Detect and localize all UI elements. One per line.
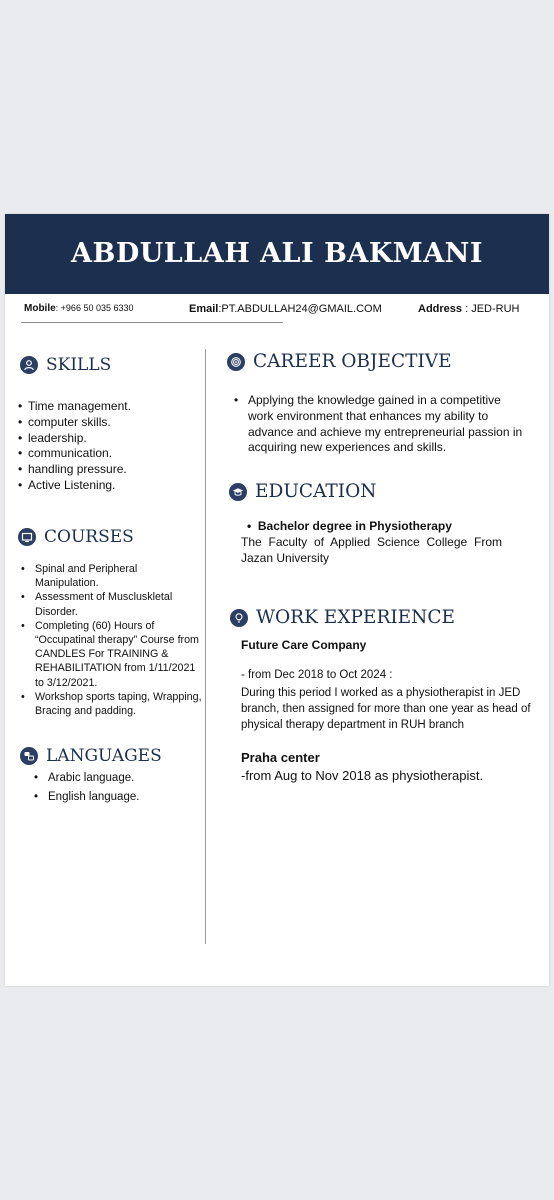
skills-list	[18, 399, 198, 494]
languages-list	[34, 769, 194, 807]
list-item: • Assessment of Muscluskletal Disorder.	[21, 590, 202, 618]
job1-dates: - from Dec 2018 to Oct 2024 :	[241, 669, 393, 681]
resume-page	[5, 214, 549, 986]
candidate-name: ABDULLAH ALI BAKMANI	[71, 238, 483, 269]
user-icon	[20, 356, 38, 374]
list-item: • computer skills.	[18, 415, 198, 431]
list-item: • Workshop sports taping, Wrapping, Bracing and padding.	[21, 690, 202, 718]
job2-description: -from Aug to Nov 2018 as physiotherapist.	[241, 768, 484, 783]
career-heading	[227, 351, 452, 372]
career-objective	[234, 393, 524, 456]
languages-title: LANGUAGES	[46, 746, 162, 766]
mobile-value: : +966 50 035 6330	[55, 303, 134, 313]
career-title: CAREER OBJECTIVE	[253, 351, 452, 372]
list-item: • Arabic language.	[34, 769, 194, 788]
languages-heading	[20, 746, 162, 766]
header-divider	[21, 322, 283, 323]
career-objective-text: Applying the knowledge gained in a competitive work environment that enhances my ability to advance and achieve my entrepreneurial passion in acquiring new experiences and skills.	[248, 393, 523, 455]
courses-title: COURSES	[44, 527, 134, 547]
education-school: The Faculty of Applied Science College From Jazan University	[241, 535, 502, 565]
education-title: EDUCATION	[255, 481, 377, 502]
list-item: • Time management.	[18, 399, 198, 415]
education-degree	[247, 519, 452, 533]
courses-heading	[18, 527, 134, 547]
list-item: • English language.	[34, 788, 194, 807]
list-item: • Completing (60) Hours of “Occupatinal therapy” Course from CANDLES For TRAINING & REHABILITATION from 1/11/2021 to 3/12/2021.	[21, 619, 202, 690]
work-title: WORK EXPERIENCE	[256, 607, 456, 628]
email-label: Email	[189, 303, 219, 315]
skills-title: SKILLS	[46, 355, 112, 375]
address-label: Address	[418, 303, 463, 315]
email-value: :PT.ABDULLAH24@GMAIL.COM	[218, 303, 382, 315]
education-heading	[229, 481, 376, 502]
speech-bubbles-icon	[20, 747, 38, 765]
courses-list	[21, 562, 202, 718]
bullet-icon: •	[234, 393, 239, 407]
list-item: • Spinal and Peripheral Manipulation.	[21, 562, 202, 590]
certificate-icon	[18, 528, 36, 546]
lightbulb-icon	[230, 609, 248, 627]
job1-company: Future Care Company	[241, 638, 367, 652]
list-item: • handling pressure.	[18, 462, 198, 478]
address-value: : JED-RUH	[462, 303, 520, 315]
work-heading	[230, 607, 455, 628]
graduation-cap-icon	[229, 483, 247, 501]
contact-email	[189, 303, 382, 315]
skills-heading	[20, 355, 111, 375]
column-divider	[205, 349, 206, 944]
list-item: • leadership.	[18, 431, 198, 447]
list-item: • Active Listening.	[18, 478, 198, 494]
contact-address	[418, 303, 519, 315]
degree-text: Bachelor degree in Physiotherapy	[257, 519, 452, 533]
job2-company: Praha center	[241, 750, 320, 765]
target-icon	[227, 353, 245, 371]
header-banner	[5, 214, 549, 294]
list-item: • communication.	[18, 446, 198, 462]
bullet-icon: •	[247, 519, 258, 533]
contact-mobile	[24, 303, 134, 314]
job1-description: During this period I worked as a physiotherapist in JED branch, then assigned for more than one year as head of physical therapy department in RUH branch	[241, 687, 531, 731]
mobile-label: Mobile	[24, 303, 56, 314]
